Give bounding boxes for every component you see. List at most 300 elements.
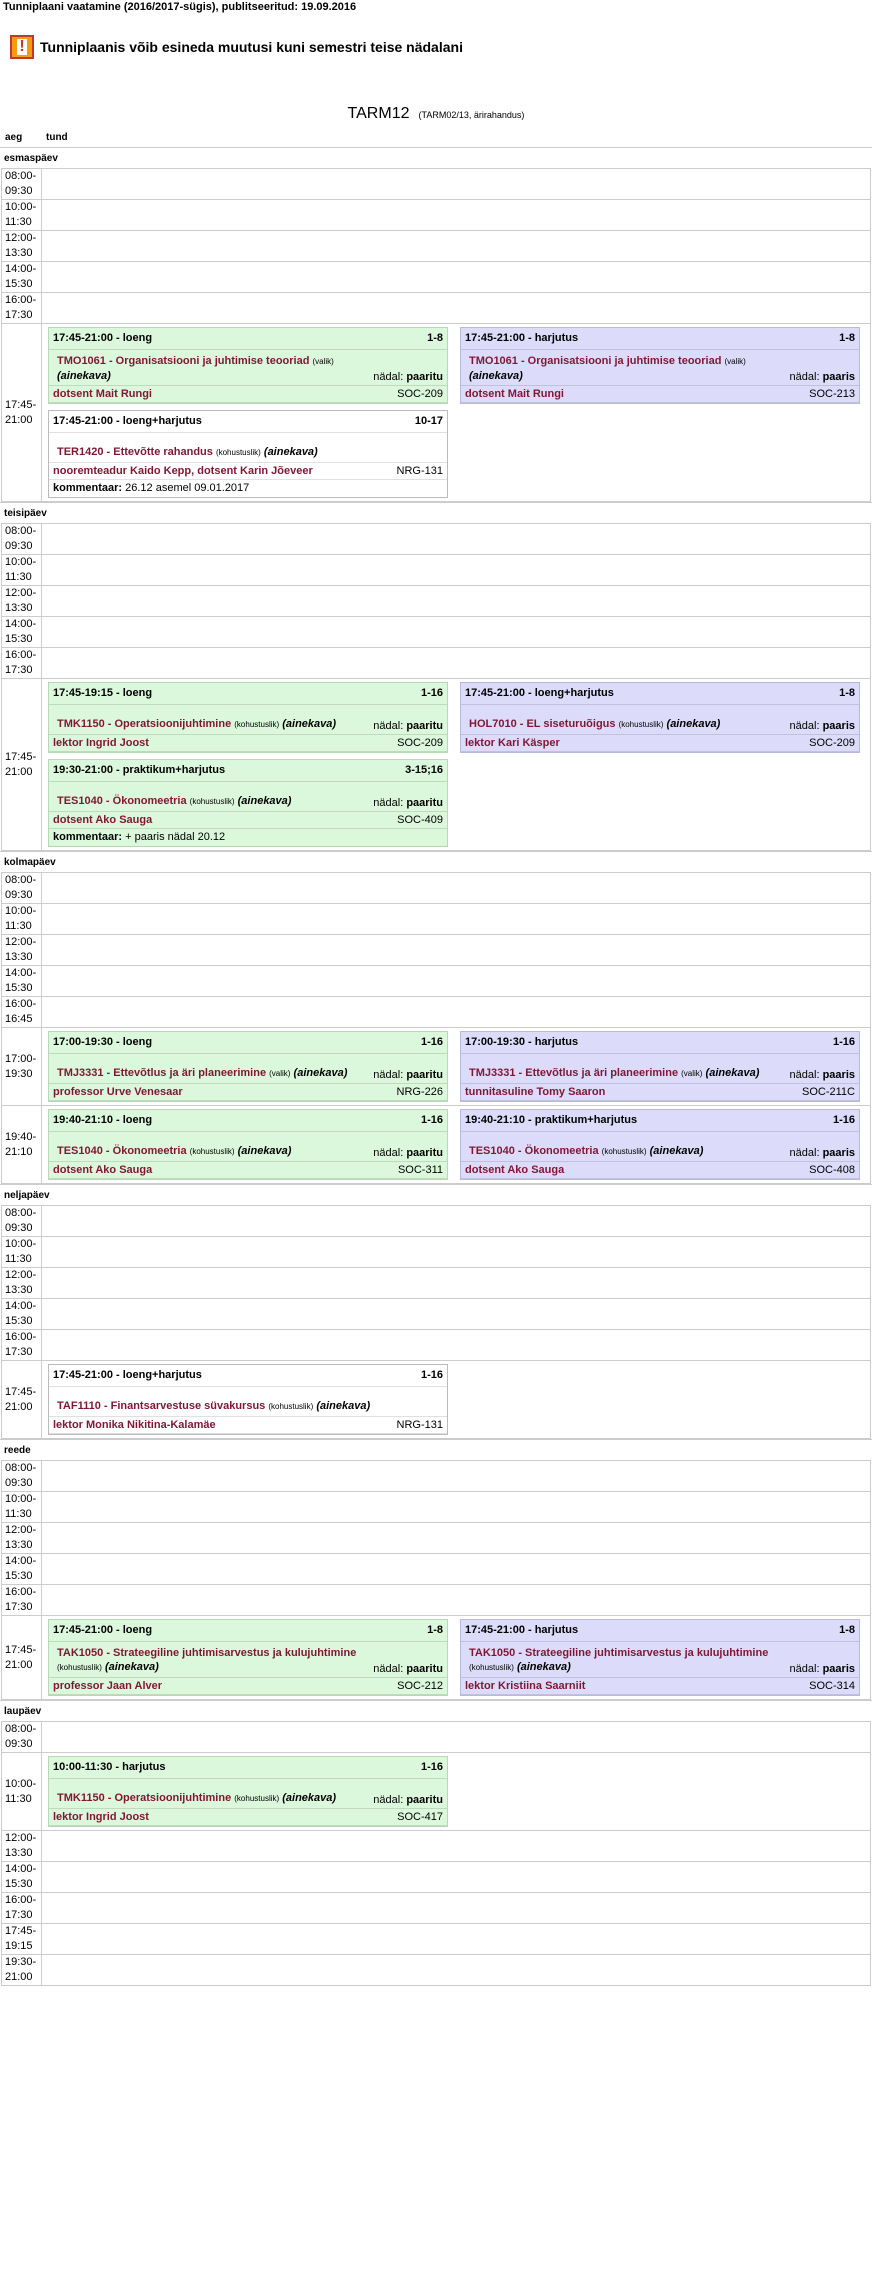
time-row (2, 1106, 871, 1184)
lesson-cell (42, 293, 871, 324)
course-link[interactable]: TES1040 - Ökonomeetria (kohustuslik) (ainekava) (469, 1145, 704, 1157)
event-time-type: 17:45-21:00 - harjutus (465, 1624, 579, 1636)
course-type: (kohustuslik) (268, 1402, 314, 1411)
event-footer (49, 1417, 447, 1434)
time-cell: 08:00- 09:30 (2, 169, 42, 200)
course-plan-link[interactable]: (ainekava) (282, 718, 337, 730)
time-cell: 14:00- 15:30 (2, 1554, 42, 1585)
time-cell: 16:00- 17:30 (2, 1585, 42, 1616)
lesson-cell (42, 586, 871, 617)
time-row (2, 200, 871, 231)
day-table (1, 1205, 871, 1439)
time-cell: 16:00- 17:30 (2, 1330, 42, 1361)
course-link[interactable]: HOL7010 - EL siseturuõigus (kohustuslik) (ainekava) (469, 718, 721, 730)
column-time: aeg (5, 132, 23, 143)
course-plan-link[interactable]: (ainekava) (57, 370, 111, 382)
column-lesson: tund (46, 132, 68, 143)
time-cell: 12:00- 13:30 (2, 935, 42, 966)
course-plan-link[interactable]: (ainekava) (293, 1067, 348, 1079)
time-row (2, 617, 871, 648)
lecturer-link[interactable]: lektor Ingrid Joost (53, 1811, 149, 1823)
room: NRG-131 (396, 465, 443, 477)
event-weeks: 1-16 (420, 1761, 443, 1773)
time-row (2, 935, 871, 966)
time-cell: 14:00- 15:30 (2, 617, 42, 648)
event-course (49, 782, 447, 812)
course-link[interactable]: TAK1050 - Strateegiline juhtimisarvestus ja kulujuhtimine (kohustuslik) (ainekava) (57, 1647, 357, 1673)
event-course (49, 705, 447, 735)
course-type: (kohustuslik) (234, 1794, 280, 1803)
time-cell: 16:00- 17:30 (2, 1893, 42, 1924)
time-row (2, 1299, 871, 1330)
time-row (2, 1955, 871, 1986)
day-label: teisipäev (0, 502, 872, 523)
course-link[interactable]: TMJ3331 - Ettevõtlus ja äri planeerimine (valik) (ainekava) (57, 1067, 348, 1079)
event-time-type: 17:45-21:00 - loeng+harjutus (53, 1369, 202, 1381)
lecturer-link[interactable]: dotsent Mait Rungi (465, 388, 564, 400)
event-card (48, 1109, 448, 1180)
parity-value: paaris (822, 1069, 855, 1081)
lesson-cell (42, 1492, 871, 1523)
course-type: (kohustuslik) (215, 448, 261, 457)
course-link[interactable]: TMO1061 - Organisatsiooni ja juhtimise teooriad (valik) (ainekava) (469, 355, 746, 382)
course-link[interactable]: TMO1061 - Organisatsiooni ja juhtimise teooriad (valik) (ainekava) (57, 355, 334, 382)
lesson-cell (42, 555, 871, 586)
event-weeks: 1-8 (839, 332, 855, 344)
course-plan-link[interactable]: (ainekava) (649, 1145, 704, 1157)
room: SOC-211C (802, 1086, 855, 1098)
course-link[interactable]: TER1420 - Ettevõtte rahandus (kohustuslik) (ainekava) (57, 446, 318, 458)
time-row (2, 966, 871, 997)
lecturer-link[interactable]: lektor Kari Käsper (465, 737, 560, 749)
lesson-cell (42, 324, 871, 502)
parity-value: paaritu (406, 1663, 443, 1675)
event-header (49, 1365, 447, 1387)
course-plan-link[interactable]: (ainekava) (282, 1792, 337, 1804)
lecturer-link[interactable]: professor Jaan Alver (53, 1680, 163, 1692)
room: NRG-131 (396, 1419, 443, 1431)
course-link[interactable]: TMJ3331 - Ettevõtlus ja äri planeerimine (valik) (ainekava) (469, 1067, 760, 1079)
course-plan-link[interactable]: (ainekava) (237, 795, 292, 807)
week-parity: nädal: paaritu (373, 1069, 443, 1081)
event-footer (49, 1678, 447, 1695)
room: SOC-409 (397, 814, 443, 826)
lesson-cell (42, 648, 871, 679)
time-cell: 17:45- 21:00 (2, 1616, 42, 1700)
event-footer (49, 1809, 447, 1826)
event-course (49, 1779, 447, 1809)
course-type: (kohustuslik) (189, 1147, 235, 1156)
time-row (2, 648, 871, 679)
time-cell: 16:00- 17:30 (2, 648, 42, 679)
time-row (2, 904, 871, 935)
time-row (2, 293, 871, 324)
week-parity: nädal: paaritu (373, 1663, 443, 1675)
course-type: (kohustuslik) (601, 1147, 647, 1156)
lesson-cell (42, 679, 871, 851)
event-footer (49, 1084, 447, 1101)
lesson-cell (42, 1893, 871, 1924)
time-row (2, 1330, 871, 1361)
time-row (2, 1461, 871, 1492)
time-row (2, 231, 871, 262)
week-parity: nädal: paaris (789, 1147, 855, 1159)
notice-banner (0, 29, 872, 65)
comment-label: kommentaar: (53, 482, 123, 494)
parity-value: paaris (822, 1663, 855, 1675)
lesson-cell (42, 1461, 871, 1492)
lesson-cell (42, 1831, 871, 1862)
event-footer (461, 1162, 859, 1179)
event-card (48, 327, 448, 404)
course-plan-link[interactable]: (ainekava) (705, 1067, 760, 1079)
room: SOC-213 (809, 388, 855, 400)
event-card (48, 1364, 448, 1435)
course-plan-link[interactable]: (ainekava) (316, 1400, 371, 1412)
time-row (2, 324, 871, 502)
time-cell: 12:00- 13:30 (2, 586, 42, 617)
time-cell: 12:00- 13:30 (2, 1268, 42, 1299)
lesson-cell (42, 1924, 871, 1955)
parity-value: paaritu (406, 720, 443, 732)
course-link[interactable]: TES1040 - Ökonomeetria (kohustuslik) (ainekava) (57, 795, 292, 807)
course-plan-link[interactable]: (ainekava) (263, 446, 318, 458)
lecturer-link[interactable]: tunnitasuline Tomy Saaron (465, 1086, 606, 1098)
day-table (1, 872, 871, 1184)
room: NRG-226 (396, 1086, 443, 1098)
lecturer-link[interactable]: lektor Kristiina Saarniit (465, 1680, 586, 1692)
time-row (2, 262, 871, 293)
event-weeks: 1-8 (427, 332, 443, 344)
room: SOC-314 (809, 1680, 855, 1692)
event-comment: kommentaar: 26.12 asemel 09.01.2017 (53, 482, 250, 494)
time-row (2, 1722, 871, 1753)
event-list (48, 1031, 864, 1102)
time-row (2, 524, 871, 555)
event-list (48, 327, 864, 498)
course-plan-link[interactable]: (ainekava) (237, 1145, 292, 1157)
time-cell: 08:00- 09:30 (2, 1206, 42, 1237)
time-cell: 17:00- 19:30 (2, 1028, 42, 1106)
event-header (49, 1032, 447, 1054)
event-footer (461, 1084, 859, 1101)
event-time-type: 17:45-21:00 - loeng+harjutus (53, 415, 202, 427)
lesson-cell (42, 1361, 871, 1439)
lesson-cell (42, 1862, 871, 1893)
time-cell: 10:00- 11:30 (2, 1237, 42, 1268)
lecturer-link[interactable]: dotsent Mait Rungi (53, 388, 152, 400)
course-type: (kohustuslik) (57, 1663, 102, 1672)
event-time-type: 17:45-19:15 - loeng (53, 687, 153, 699)
page-header: Tunniplaani vaatamine (2016/2017-sügis), publitseeritud: 19.09.2016 (3, 1, 357, 13)
time-row (2, 997, 871, 1028)
course-plan-link[interactable]: (ainekava) (469, 370, 523, 382)
event-card (48, 1619, 448, 1696)
lesson-cell (42, 1753, 871, 1831)
event-header (461, 1032, 859, 1054)
day-table (1, 1721, 871, 1986)
event-card (460, 1109, 860, 1180)
event-time-type: 17:00-19:30 - loeng (53, 1036, 153, 1048)
event-card (460, 1619, 860, 1696)
parity-value: paaris (822, 720, 855, 732)
lecturer-link[interactable]: nooremteadur Kaido Kepp, dotsent Karin Jõeveer (53, 465, 313, 477)
event-time-type: 17:45-21:00 - loeng (53, 1624, 153, 1636)
day-table (1, 1460, 871, 1700)
event-card (48, 1031, 448, 1102)
event-header (461, 328, 859, 350)
event-course (461, 1132, 859, 1162)
room: SOC-209 (397, 737, 443, 749)
time-row (2, 1924, 871, 1955)
room: SOC-212 (397, 1680, 443, 1692)
event-footer (49, 812, 447, 829)
event-card (460, 682, 860, 753)
week-parity: nädal: paaritu (373, 1147, 443, 1159)
time-cell: 08:00- 09:30 (2, 1461, 42, 1492)
course-type: (valik) (681, 1069, 703, 1078)
event-course (461, 1054, 859, 1084)
parity-value: paaris (822, 1147, 855, 1159)
event-time-type: 10:00-11:30 - harjutus (53, 1761, 166, 1773)
day-label: reede (0, 1439, 872, 1460)
event-course (461, 350, 859, 386)
event-time-type: 17:45-21:00 - harjutus (465, 332, 579, 344)
lesson-cell (42, 1237, 871, 1268)
time-cell: 17:45- 21:00 (2, 679, 42, 851)
course-link[interactable]: TMK1150 - Operatsioonijuhtimine (kohustuslik) (ainekava) (57, 718, 337, 730)
comment-label: kommentaar: (53, 831, 123, 843)
time-row (2, 555, 871, 586)
event-header (49, 411, 447, 433)
event-course (49, 1642, 447, 1678)
notice-text: Tunniplaanis võib esineda muutusi kuni semestri teise nädalani (40, 39, 463, 55)
course-type: (kohustuslik) (234, 720, 280, 729)
time-cell: 10:00- 11:30 (2, 904, 42, 935)
time-cell: 10:00- 11:30 (2, 200, 42, 231)
event-card (48, 1756, 448, 1827)
event-footer (49, 735, 447, 752)
time-row (2, 1492, 871, 1523)
time-row (2, 1862, 871, 1893)
event-weeks: 1-16 (832, 1114, 855, 1126)
event-time-type: 19:40-21:10 - loeng (53, 1114, 153, 1126)
time-cell: 19:40- 21:10 (2, 1106, 42, 1184)
event-weeks: 1-16 (420, 687, 443, 699)
event-course (49, 1387, 447, 1417)
lesson-cell (42, 1955, 871, 1986)
week-parity: nädal: paaritu (373, 371, 443, 383)
lesson-cell (42, 1722, 871, 1753)
event-weeks: 10-17 (414, 415, 443, 427)
event-list (48, 1364, 864, 1435)
time-row (2, 169, 871, 200)
event-header (49, 1757, 447, 1779)
course-type: (kohustuslik) (469, 1663, 514, 1672)
time-row (2, 1893, 871, 1924)
event-time-type: 17:45-21:00 - loeng+harjutus (465, 687, 614, 699)
day-table (1, 523, 871, 851)
event-header (49, 683, 447, 705)
event-card (48, 410, 448, 498)
lecturer-link[interactable]: dotsent Ako Sauga (465, 1164, 565, 1176)
lesson-cell (42, 904, 871, 935)
event-course (49, 1132, 447, 1162)
event-footer (461, 735, 859, 752)
event-list (48, 1619, 864, 1696)
week-parity: nädal: paaris (789, 1663, 855, 1675)
course-link[interactable]: TES1040 - Ökonomeetria (kohustuslik) (ainekava) (57, 1145, 292, 1157)
course-type: (valik) (724, 357, 746, 366)
event-time-type: 19:30-21:00 - praktikum+harjutus (53, 764, 226, 776)
event-course (461, 1642, 859, 1678)
time-cell: 08:00- 09:30 (2, 1722, 42, 1753)
room: SOC-209 (397, 388, 443, 400)
time-cell: 16:00- 17:30 (2, 293, 42, 324)
time-row (2, 586, 871, 617)
time-cell: 14:00- 15:30 (2, 262, 42, 293)
lesson-cell (42, 1028, 871, 1106)
time-cell: 08:00- 09:30 (2, 873, 42, 904)
time-cell: 10:00- 11:30 (2, 1492, 42, 1523)
lecturer-link[interactable]: professor Urve Venesaar (53, 1086, 183, 1098)
day-label: laupäev (0, 1700, 872, 1721)
event-comment: kommentaar: + paaris nädal 20.12 (53, 831, 226, 843)
week-parity: nädal: paaris (789, 371, 855, 383)
event-course (49, 433, 447, 463)
time-row (2, 873, 871, 904)
day-label: kolmapäev (0, 851, 872, 872)
time-cell: 08:00- 09:30 (2, 524, 42, 555)
lesson-cell (42, 1206, 871, 1237)
parity-value: paaritu (406, 797, 443, 809)
lesson-cell (42, 1585, 871, 1616)
parity-value: paaritu (406, 1069, 443, 1081)
course-link[interactable]: TAF1110 - Finantsarvestuse süvakursus (kohustuslik) (ainekava) (57, 1400, 371, 1412)
event-time-type: 17:45-21:00 - loeng (53, 332, 153, 344)
time-cell: 12:00- 13:30 (2, 1523, 42, 1554)
course-type: (kohustuslik) (618, 720, 664, 729)
room: SOC-311 (397, 1164, 443, 1176)
group-details: (TARM02/13, ärirahandus) (418, 110, 525, 120)
room: SOC-417 (397, 1811, 443, 1823)
lecturer-link[interactable]: lektor Monika Nikitina-Kalamäe (53, 1419, 216, 1431)
time-row (2, 1753, 871, 1831)
event-card (460, 1031, 860, 1102)
event-list (48, 1109, 864, 1180)
lesson-cell (42, 1268, 871, 1299)
day-label: esmaspäev (0, 147, 872, 168)
time-row (2, 679, 871, 851)
lesson-cell (42, 524, 871, 555)
time-cell: 17:45- 19:15 (2, 1924, 42, 1955)
course-link[interactable]: TAK1050 - Strateegiline juhtimisarvestus ja kulujuhtimine (kohustuslik) (ainekava) (469, 1647, 769, 1673)
lesson-cell (42, 935, 871, 966)
event-card (48, 682, 448, 753)
parity-value: paaritu (406, 371, 443, 383)
course-plan-link[interactable]: (ainekava) (104, 1661, 159, 1673)
event-weeks: 1-8 (839, 687, 855, 699)
event-weeks: 1-16 (420, 1369, 443, 1381)
event-header (461, 1620, 859, 1642)
time-row (2, 1206, 871, 1237)
event-course (49, 1054, 447, 1084)
room: SOC-408 (809, 1164, 855, 1176)
lecturer-link[interactable]: dotsent Ako Sauga (53, 814, 153, 826)
event-header (49, 760, 447, 782)
time-row (2, 1237, 871, 1268)
lesson-cell (42, 1330, 871, 1361)
course-link[interactable]: TMK1150 - Operatsioonijuhtimine (kohustuslik) (ainekava) (57, 1792, 337, 1804)
warning-icon: ! (10, 35, 34, 59)
event-weeks: 1-16 (832, 1036, 855, 1048)
week-parity: nädal: paaritu (373, 1794, 443, 1806)
event-list (48, 682, 864, 847)
time-cell: 12:00- 13:30 (2, 1831, 42, 1862)
event-card (460, 327, 860, 404)
time-row (2, 1554, 871, 1585)
lesson-cell (42, 1616, 871, 1700)
lesson-cell (42, 1523, 871, 1554)
time-cell: 14:00- 15:30 (2, 1862, 42, 1893)
time-cell: 19:30- 21:00 (2, 1955, 42, 1986)
lesson-cell (42, 169, 871, 200)
day-label: neljapäev (0, 1184, 872, 1205)
lesson-cell (42, 617, 871, 648)
event-weeks: 1-16 (420, 1114, 443, 1126)
time-cell: 14:00- 15:30 (2, 1299, 42, 1330)
course-plan-link[interactable]: (ainekava) (666, 718, 721, 730)
event-weeks: 1-8 (839, 1624, 855, 1636)
lecturer-link[interactable]: dotsent Ako Sauga (53, 1164, 153, 1176)
day-table (1, 168, 871, 502)
event-time-type: 19:40-21:10 - praktikum+harjutus (465, 1114, 638, 1126)
time-cell: 10:00- 11:30 (2, 555, 42, 586)
event-course (49, 350, 447, 386)
lecturer-link[interactable]: lektor Ingrid Joost (53, 737, 149, 749)
event-footer (49, 386, 447, 403)
lesson-cell (42, 262, 871, 293)
room: SOC-209 (809, 737, 855, 749)
event-header (49, 328, 447, 350)
time-cell: 16:00- 16:45 (2, 997, 42, 1028)
time-row (2, 1361, 871, 1439)
event-weeks: 3-15;16 (405, 764, 443, 776)
time-row (2, 1028, 871, 1106)
event-weeks: 1-16 (420, 1036, 443, 1048)
event-list (48, 1756, 864, 1827)
time-cell: 10:00- 11:30 (2, 1753, 42, 1831)
lesson-cell (42, 1106, 871, 1184)
event-header (49, 1110, 447, 1132)
event-footer (49, 463, 447, 480)
column-headers (0, 129, 872, 147)
lesson-cell (42, 997, 871, 1028)
week-parity: nädal: paaris (789, 1069, 855, 1081)
course-type: (valik) (269, 1069, 291, 1078)
time-cell: 17:45- 21:00 (2, 324, 42, 502)
course-type: (kohustuslik) (189, 797, 235, 806)
event-footer (461, 386, 859, 403)
time-row (2, 1585, 871, 1616)
lesson-cell (42, 200, 871, 231)
course-plan-link[interactable]: (ainekava) (516, 1661, 571, 1673)
time-row (2, 1268, 871, 1299)
time-cell: 12:00- 13:30 (2, 231, 42, 262)
event-footer (49, 1162, 447, 1179)
week-parity: nädal: paaris (789, 720, 855, 732)
event-footer (461, 1678, 859, 1695)
